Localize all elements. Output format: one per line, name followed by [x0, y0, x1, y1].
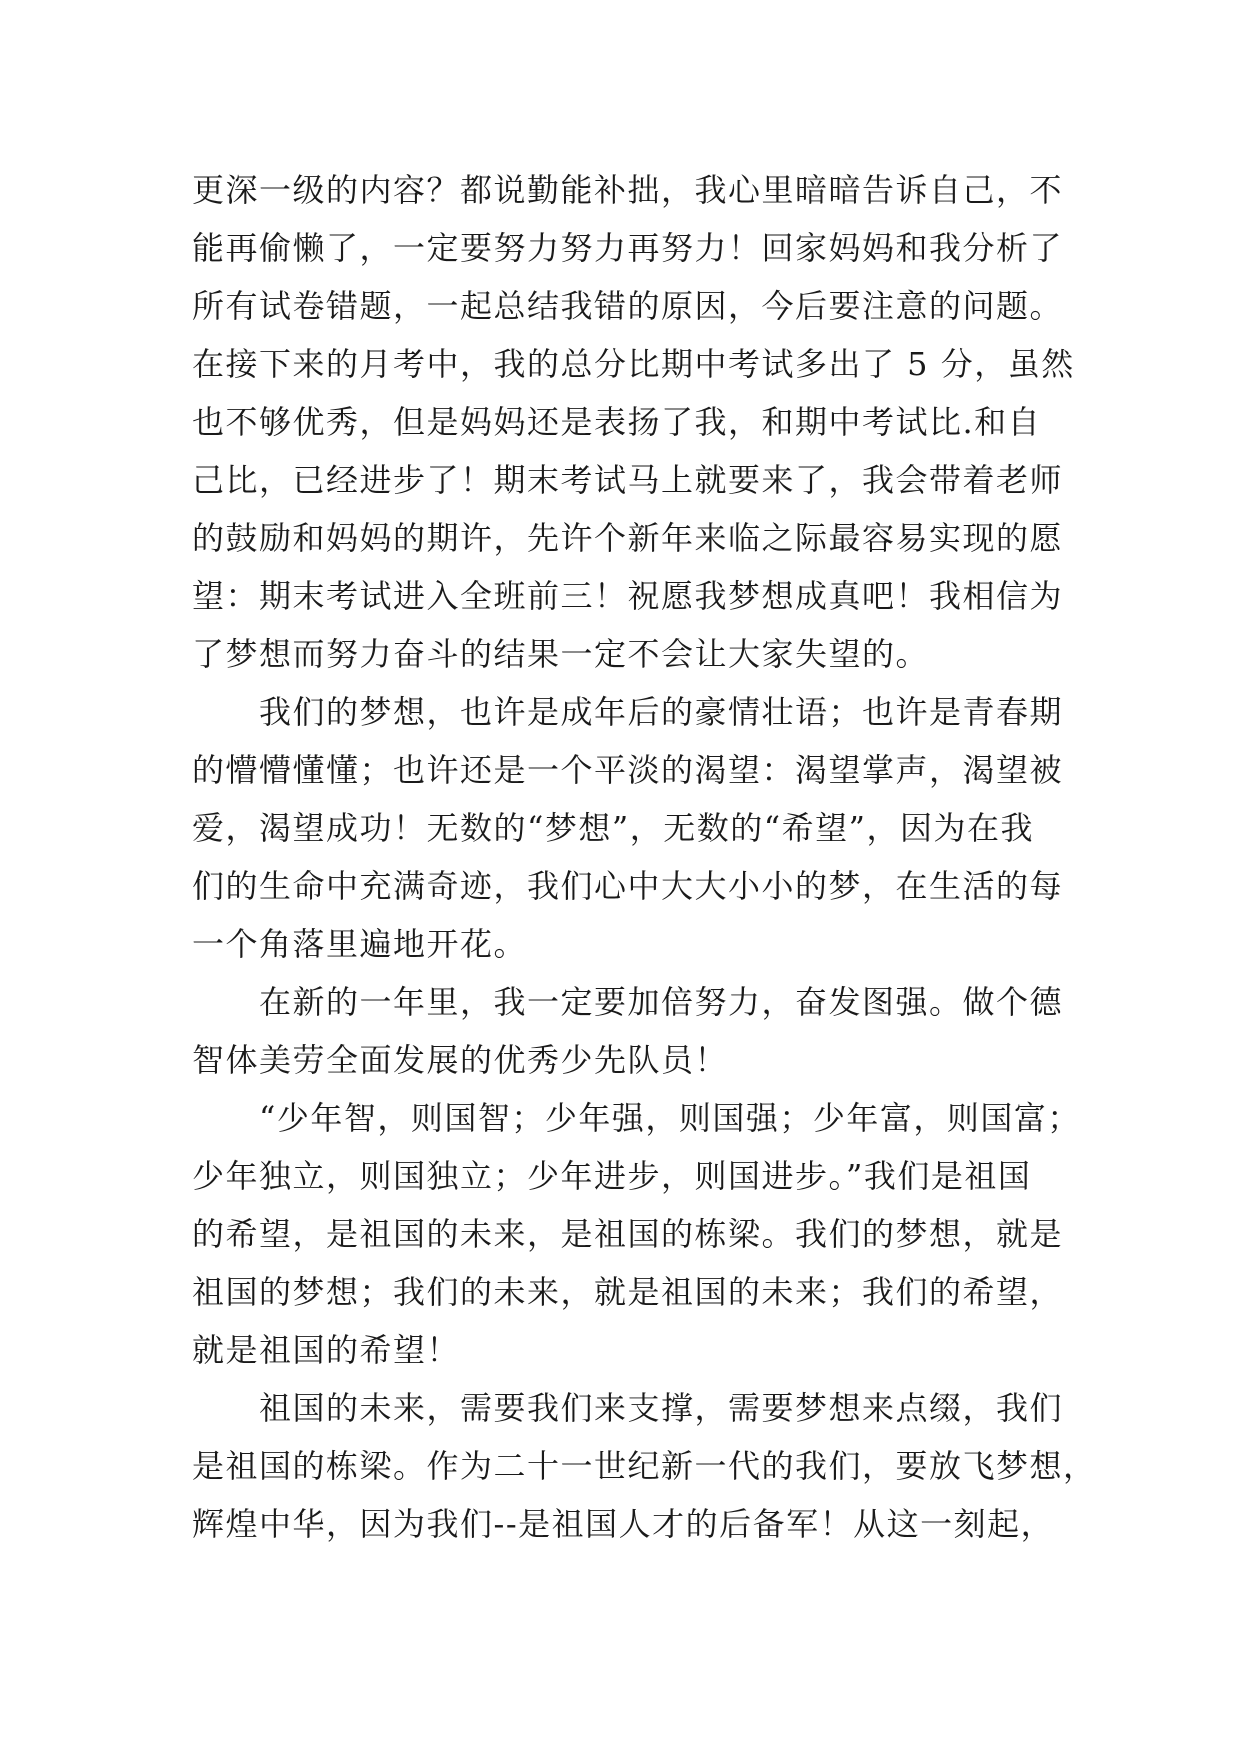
text-line: 的希望，是祖国的未来，是祖国的栋梁。我们的梦想，就是	[192, 1215, 1064, 1253]
text-line: 更深一级的内容？都说勤能补拙，我心里暗暗告诉自己，不	[192, 171, 1064, 209]
text-line: 们的生命中充满奇迹，我们心中大大小小的梦，在生活的每	[192, 867, 1064, 905]
text-line: 在接下来的月考中，我的总分比期中考试多出了 5 分，虽然	[192, 345, 1075, 383]
text-line: 在新的一年里，我一定要加倍努力，奋发图强。做个德	[192, 983, 1064, 1021]
text-line: 己比，已经进步了！期末考试马上就要来了，我会带着老师	[192, 461, 1064, 499]
text-line: 能再偷懒了，一定要努力努力再努力！回家妈妈和我分析了	[192, 229, 1064, 267]
document-body	[192, 161, 1097, 1553]
text-line: 智体美劳全面发展的优秀少先队员！	[192, 1041, 729, 1079]
text-line: 的鼓励和妈妈的期许，先许个新年来临之际最容易实现的愿	[192, 519, 1064, 557]
text-line: 少年独立，则国独立；少年进步，则国进步。”我们是祖国	[192, 1157, 1032, 1195]
text-line: 辉煌中华，因为我们--是祖国人才的后备军！从这一刻起，	[192, 1505, 1055, 1543]
text-line: 就是祖国的希望！	[192, 1331, 461, 1369]
text-line: 也不够优秀，但是妈妈还是表扬了我，和期中考试比.和自	[192, 403, 1042, 441]
text-line: 祖国的未来，需要我们来支撑，需要梦想来点缀，我们	[192, 1389, 1064, 1427]
text-line: 的懵懵懂懂；也许还是一个平淡的渴望：渴望掌声，渴望被	[192, 751, 1064, 789]
text-line: “少年智，则国智；少年强，则国强；少年富，则国富；	[192, 1099, 1081, 1137]
text-line: 望：期末考试进入全班前三！祝愿我梦想成真吧！我相信为	[192, 577, 1064, 615]
text-line: 我们的梦想，也许是成年后的豪情壮语；也许是青春期	[192, 693, 1064, 731]
text-line: 祖国的梦想；我们的未来，就是祖国的未来；我们的希望，	[192, 1273, 1064, 1311]
text-line: 是祖国的栋梁。作为二十一世纪新一代的我们，要放飞梦想，	[192, 1447, 1097, 1485]
text-line: 爱，渴望成功！无数的“梦想”，无数的“希望”，因为在我	[192, 809, 1034, 847]
text-line: 所有试卷错题，一起总结我错的原因，今后要注意的问题。	[192, 287, 1064, 325]
text-line: 一个角落里遍地开花。	[192, 925, 528, 963]
text-line: 了梦想而努力奋斗的结果一定不会让大家失望的。	[192, 635, 930, 673]
